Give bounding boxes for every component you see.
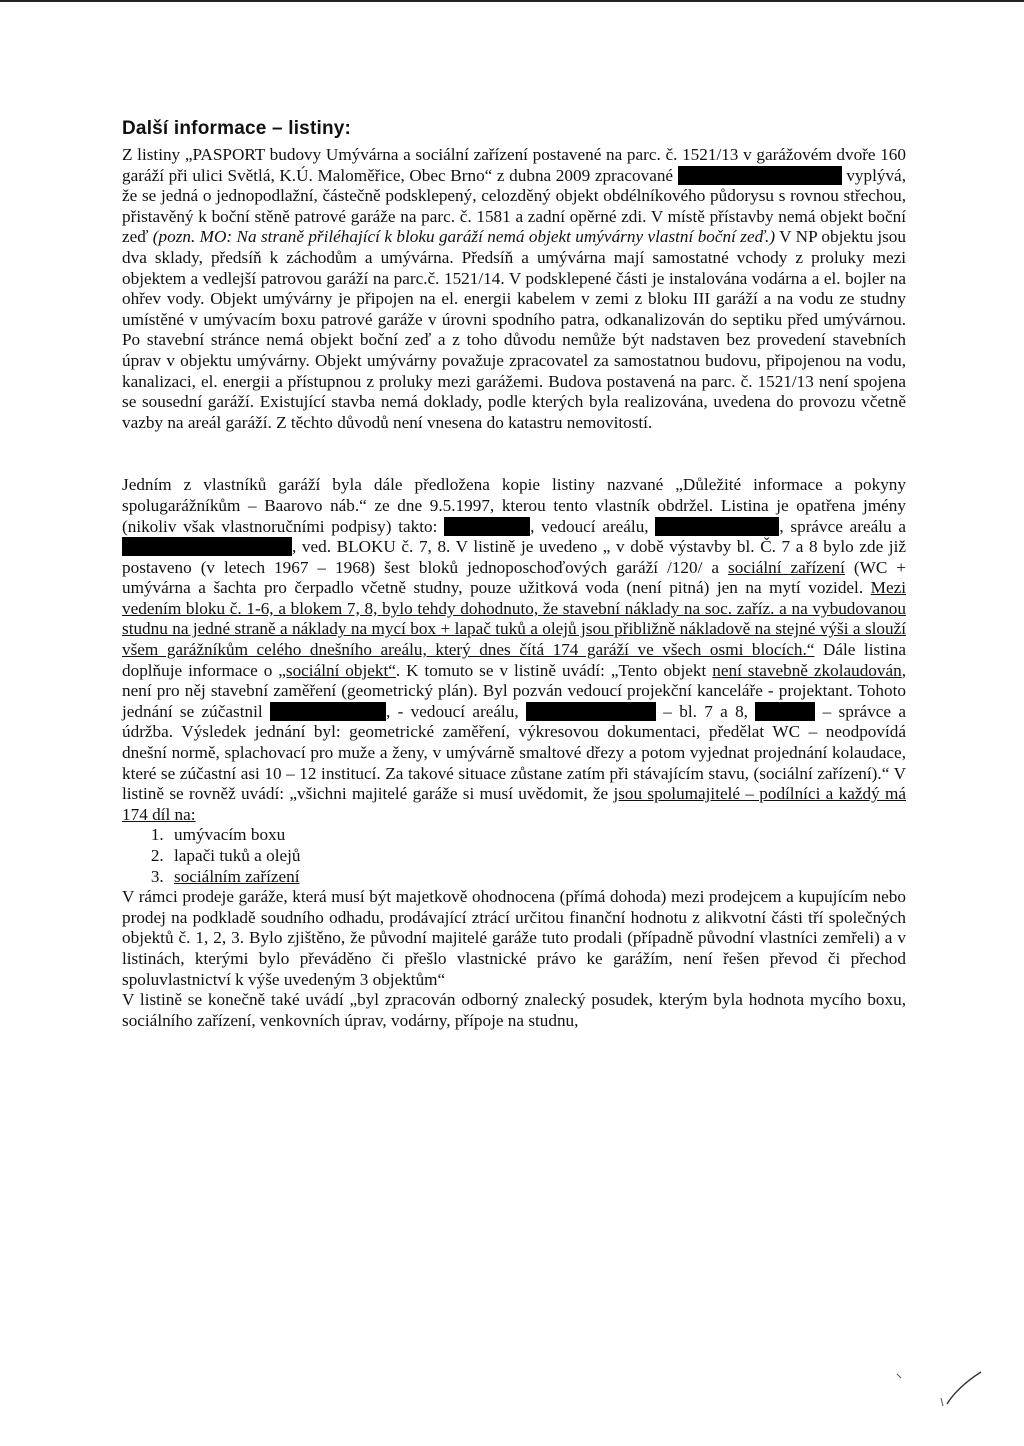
text-run: Dále listina doplňuje informace o xyxy=(122,640,906,680)
handwritten-mark xyxy=(895,1368,985,1408)
italic-note: (pozn. MO: Na straně přiléhající k bloku garáží nemá objekt umývárny vlastní boční zeď.) xyxy=(152,227,776,247)
list-item: 1. umývacím boxu xyxy=(168,825,906,846)
underlined-text: jsou spolumajitelé – podílníci a každý má 174 díl na: xyxy=(122,784,906,824)
redaction-box xyxy=(444,517,530,536)
text-run: Jedním z vlastníků garáží byla dále předložena kopie listiny nazvané „Důležité informace a pokyny spolugarážníkům – Baarovo náb.“ ze dne 9.5.1997, kterou tento vlastník obdržel. Listina je opatřena jmény (nikoliv však vlastnoručními podpisy) takto: xyxy=(122,475,906,536)
redaction-box xyxy=(122,537,292,556)
text-run: , - vedoucí areálu, xyxy=(385,701,526,721)
underlined-text: Mezi vedením bloku č. 1-6, a blokem 7, 8, bylo tehdy dohodnuto, že stavební náklady na soc. zaříz. a na vybudovanou studnu na jedné straně a náklady na mycí box + lapač tuků a olejů jsou přibližně nákladově na stejné výši a slouží všem garážníkům celého dnešního areálu, který dnes čítá 174 garáží ve všech osmi blocích.“ xyxy=(122,578,906,660)
underlined-text: sociální zařízení xyxy=(728,557,845,577)
text-run: , není pro něj stavební zaměření (geometrický plán). Byl pozván vedoucí projekční kanceláře - projektant. Tohoto jednání se zúčastnil xyxy=(122,660,906,721)
underlined-text: není stavebně zkolaudován xyxy=(712,660,902,680)
document-page xyxy=(122,118,906,1031)
list-item: 3. sociálním zařízení xyxy=(168,867,906,888)
redaction-box xyxy=(270,702,386,721)
numbered-list xyxy=(122,825,906,887)
text-run: , vedoucí areálu, xyxy=(530,516,656,536)
text-run: – správce a údržba. Výsledek jednání byl: geometrické zaměření, výkresovou dokumentaci, předělat WC – neodpovídá dnešní normě, splachovací pro muže a ženy, v umývárně smaltové dřezy a potom vyjednat projednání kolaudace, které se zúčastní asi 10 – 12 institucí. Za takové situace zůstane zatím při stávajícím stavu, (sociální zařízení).“ V listině se rovněž uvádí: „všichni majitelé garáže si musí uvědomit, že xyxy=(122,701,906,804)
paragraph-pasport xyxy=(122,145,906,433)
top-border-line xyxy=(0,0,1024,2)
redaction-box xyxy=(755,702,815,721)
paragraph-listina xyxy=(122,475,906,825)
paragraph-prodej: V rámci prodeje garáže, která musí být majetkově ohodnocena (přímá dohoda) mezi prodejcem a kupujícím nebo prodej na podkladě soudního odhadu, prodávající ztrácí určitou finanční hodnotu z alikvotní části tří společných objektů č. 1, 2, 3. Bylo zjištěno, že původní majitelé garáže tuto prodali (případně původní vlastníci zemřeli) a v listinách, kterými bylo převáděno či přešlo vlastnické právo ke garážím, není řešen převod či přechod spoluvlastnictví k výše uvedeným 3 objektům“ xyxy=(122,887,906,989)
underlined-text: „sociální objekt“ xyxy=(278,660,396,680)
text-run: V NP objektu jsou dva sklady, předsíň k záchodům a umývárna. Předsíň a umývárna mají samostatné vchody z proluky mezi objektem a vedlejší patrovou garáží na parc.č. 1521/14. V podsklepené části je instalována vodárna a el. bojler na ohřev vody. Objekt umývárny je připojen na el. energii kabelem v zemi z bloku III garáží a na vodu ze studny umístěné v umývacím boxu patrové garáže v úrovni spodního patra, odkanalizován do septiku před umývárnou. Po stavební stránce nemá objekt boční zeď a z toho důvodu nemůže být nadstaven bez provedení stavebních úprav v objektu umývárny. Objekt umývárny považuje zpracovatel za samostatnou budovu, připojenou na vodu, kanalizaci, el. energii a přístupnou z proluky mezi garážemi. Budova postavená na parc. č. 1521/13 není spojena se sousední garáží. Existující stavba nemá doklady, podle kterých byla realizována, uvedena do provozu včetně vazby na areál garáží. Z těchto důvodů není vnesena do katastru nemovitostí. xyxy=(122,227,906,432)
redaction-box xyxy=(678,166,842,185)
text-run: Z listiny „PASPORT budovy Umývárna a sociální zařízení postavené na parc. č. 1521/13 v garážovém dvoře 160 garáží při ulici Světlá, K.Ú. Maloměřice, Obec Brno“ z dubna 2009 zpracované xyxy=(122,145,906,185)
text-run: – bl. 7 a 8, xyxy=(655,701,756,721)
text-run: (WC + umývárna a šachta pro čerpadlo včetně studny, pouze užitková voda (není pitná) jen na mytí vozidel. xyxy=(122,557,907,598)
text-run: . K tomuto se v listině uvádí: „Tento objekt xyxy=(395,660,713,680)
redaction-box xyxy=(655,517,779,536)
text-run: , ved. BLOKU č. 7, 8. V listině je uvedeno „ v době výstavby bl. Č. 7 a 8 bylo zde již postaveno (v letech 1967 – 1968) šest bloků jednoposchoďových garáží /120/ a xyxy=(122,537,906,577)
paragraph-posudek: V listině se konečně také uvádí „byl zpracován odborný znalecký posudek, kterým byla hodnota mycího boxu, sociálního zařízení, venkovních úprav, vodárny, přípoje na studnu, xyxy=(122,990,906,1030)
section-heading: Další informace – listiny: xyxy=(122,118,352,139)
text-run: vyplývá, že se jedná o jednopodlažní, částečně podsklepený, celozděný objekt obdélníkového půdorysu s rovnou střechou, přistavěný k boční stěně patrové garáže na parc. č. 1581 a zadní opěrné zdi. V místě přístavby nemá objekt boční zeď xyxy=(122,165,906,247)
list-item: 2. lapači tuků a olejů xyxy=(168,846,906,867)
redaction-box xyxy=(526,702,656,721)
text-run: , správce areálu a xyxy=(779,516,907,536)
